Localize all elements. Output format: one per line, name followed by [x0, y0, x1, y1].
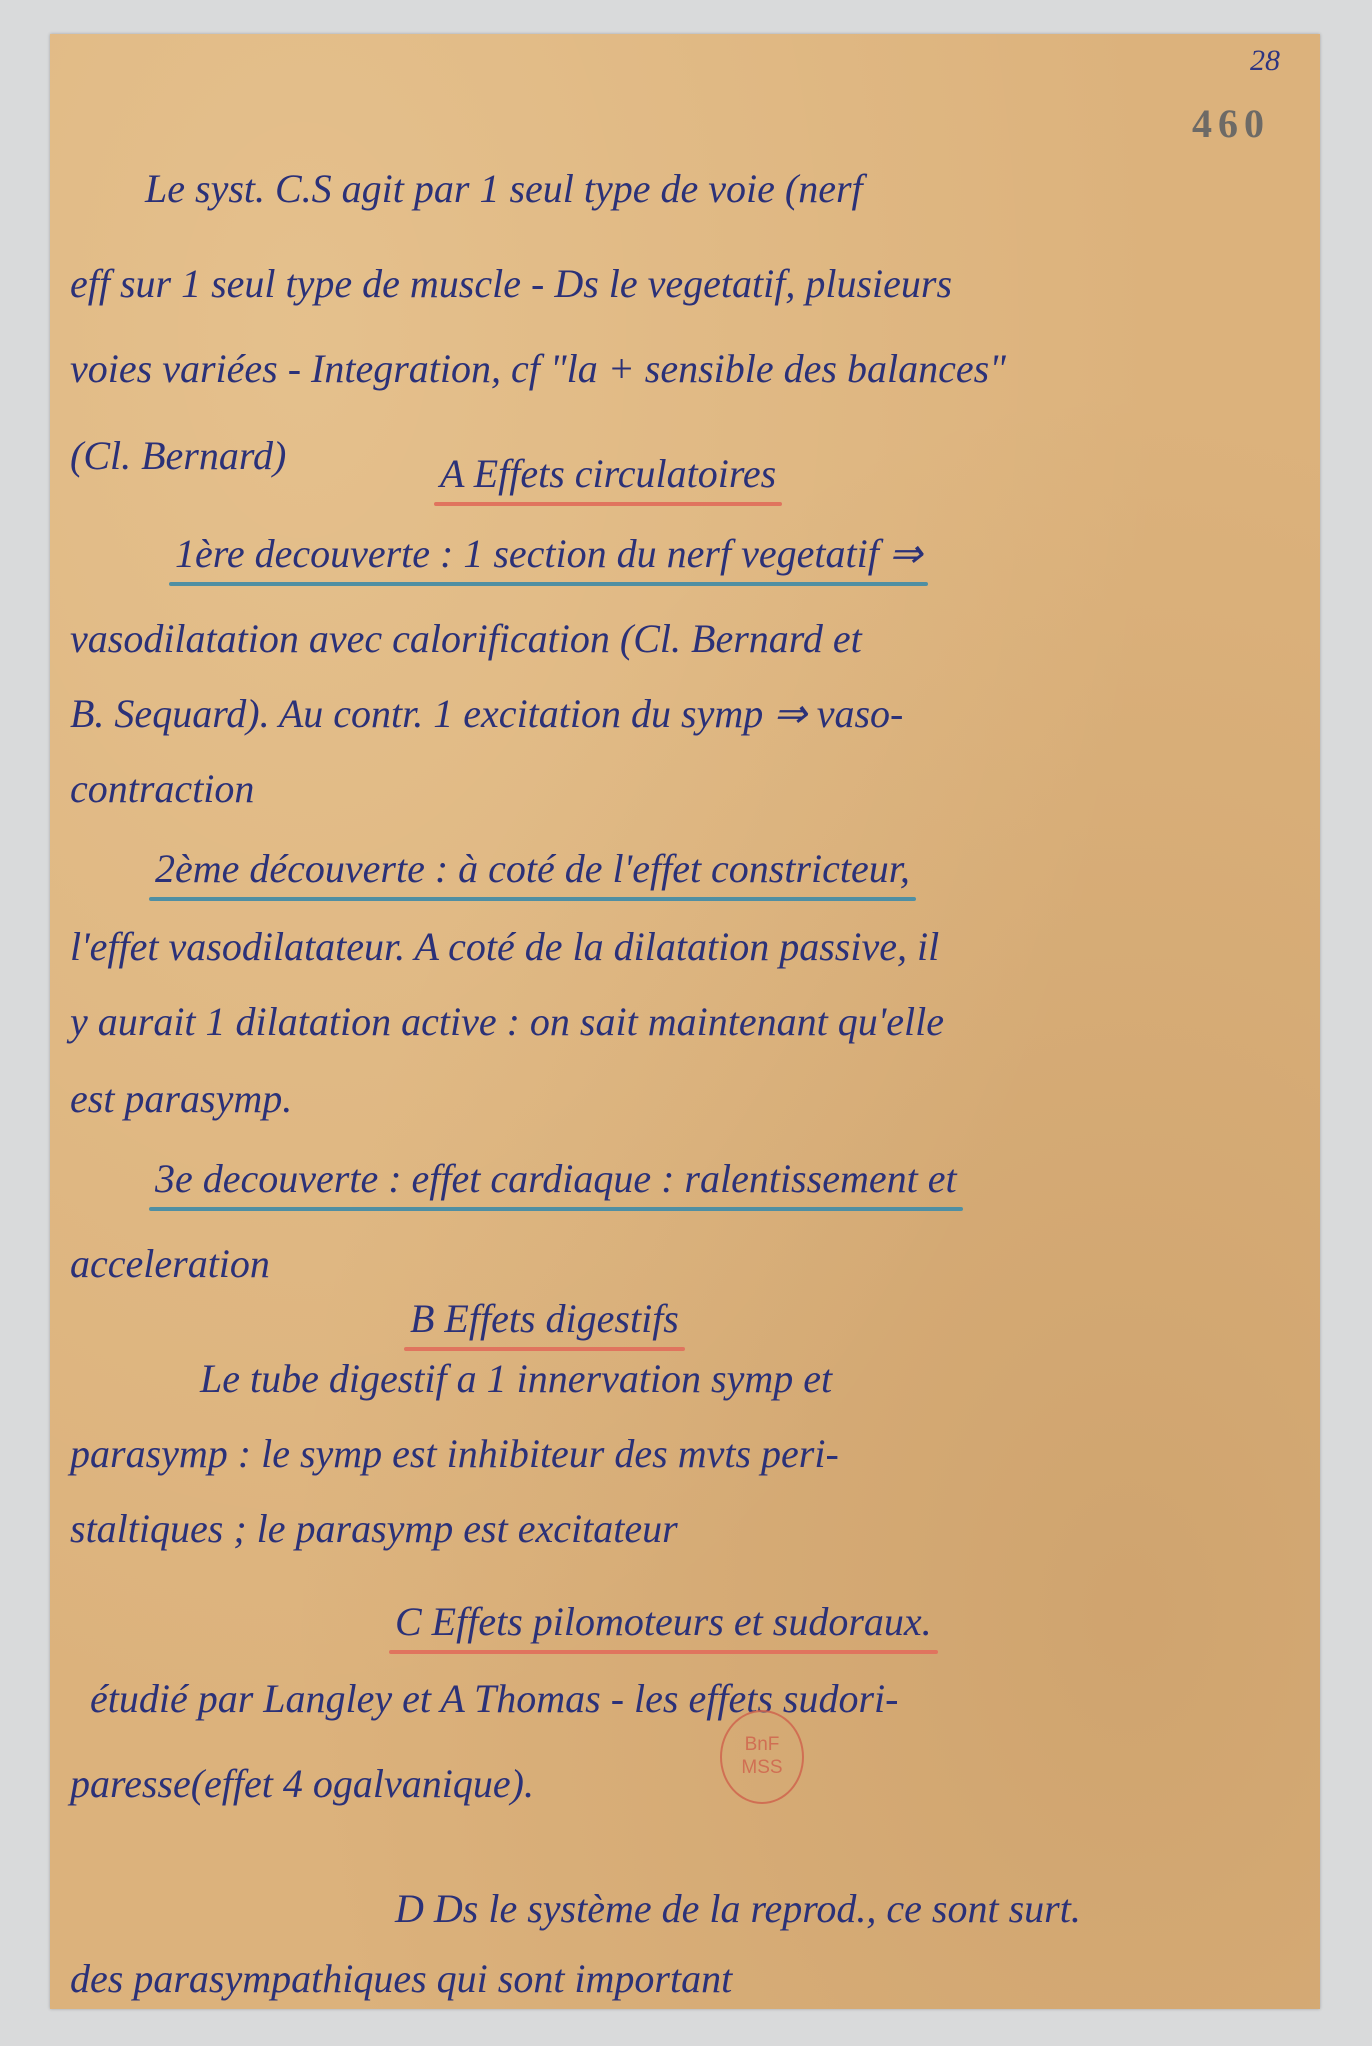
discovery-3-line: 3e decouverte : effet cardiaque : ralentissement et — [155, 1156, 957, 1201]
heading-a-text: A Effets circulatoires — [440, 451, 777, 496]
heading-c — [395, 1599, 932, 1644]
text-line: l'effet vasodilatateur. A coté de la dilatation passive, il — [70, 924, 940, 969]
text-line: voies variées - Integration, cf "la + sensible des balances" — [70, 346, 1006, 391]
text-line: eff sur 1 seul type de muscle - Ds le vegetatif, plusieurs — [70, 261, 953, 306]
text-line — [175, 531, 923, 576]
text-line: y aurait 1 dilatation active : on sait maintenant qu'elle — [70, 999, 944, 1044]
library-stamp-top: BnF — [744, 1734, 780, 1756]
discovery-2-line: 2ème découverte : à coté de l'effet constricteur, — [155, 846, 910, 891]
text-line: parasymp : le symp est inhibiteur des mvts peri- — [70, 1431, 839, 1476]
library-stamp-bottom: MSS — [741, 1757, 783, 1778]
manuscript-page — [50, 34, 1320, 2009]
text-line: D Ds le système de la reprod., ce sont surt. — [395, 1886, 1081, 1931]
discovery-1-line: 1ère decouverte : 1 section du nerf vegetatif ⇒ — [175, 531, 923, 576]
text-line — [155, 1156, 957, 1201]
text-line: vasodilatation avec calorification (Cl. Bernard et — [70, 616, 862, 661]
text-line: staltiques ; le parasymp est excitateur — [70, 1506, 678, 1551]
text-line: B. Sequard). Au contr. 1 excitation du symp ⇒ vaso- — [70, 691, 904, 736]
text-line: acceleration — [70, 1241, 270, 1286]
text-line — [155, 846, 910, 891]
heading-b-text: B Effets digestifs — [410, 1296, 679, 1341]
library-stamp — [720, 1710, 804, 1804]
text-line: étudié par Langley et A Thomas - les effets sudori- — [90, 1676, 899, 1721]
folio-number-handwritten: 28 — [1250, 44, 1280, 77]
heading-b — [410, 1296, 679, 1341]
text-line: contraction — [70, 766, 255, 811]
text-line: des parasympathiques qui sont important — [70, 1956, 733, 2001]
heading-a — [440, 451, 777, 496]
heading-c-text: C Effets pilomoteurs et sudoraux. — [395, 1599, 932, 1644]
text-line: est parasymp. — [70, 1076, 293, 1121]
folio-number-stamped: 460 — [1192, 101, 1270, 146]
text-line: (Cl. Bernard) — [70, 433, 287, 478]
text-line: paresse(effet 4 ogalvanique). — [70, 1761, 534, 1806]
text-line: Le syst. C.S agit par 1 seul type de voie (nerf — [145, 166, 863, 211]
text-line: Le tube digestif a 1 innervation symp et — [200, 1356, 833, 1401]
